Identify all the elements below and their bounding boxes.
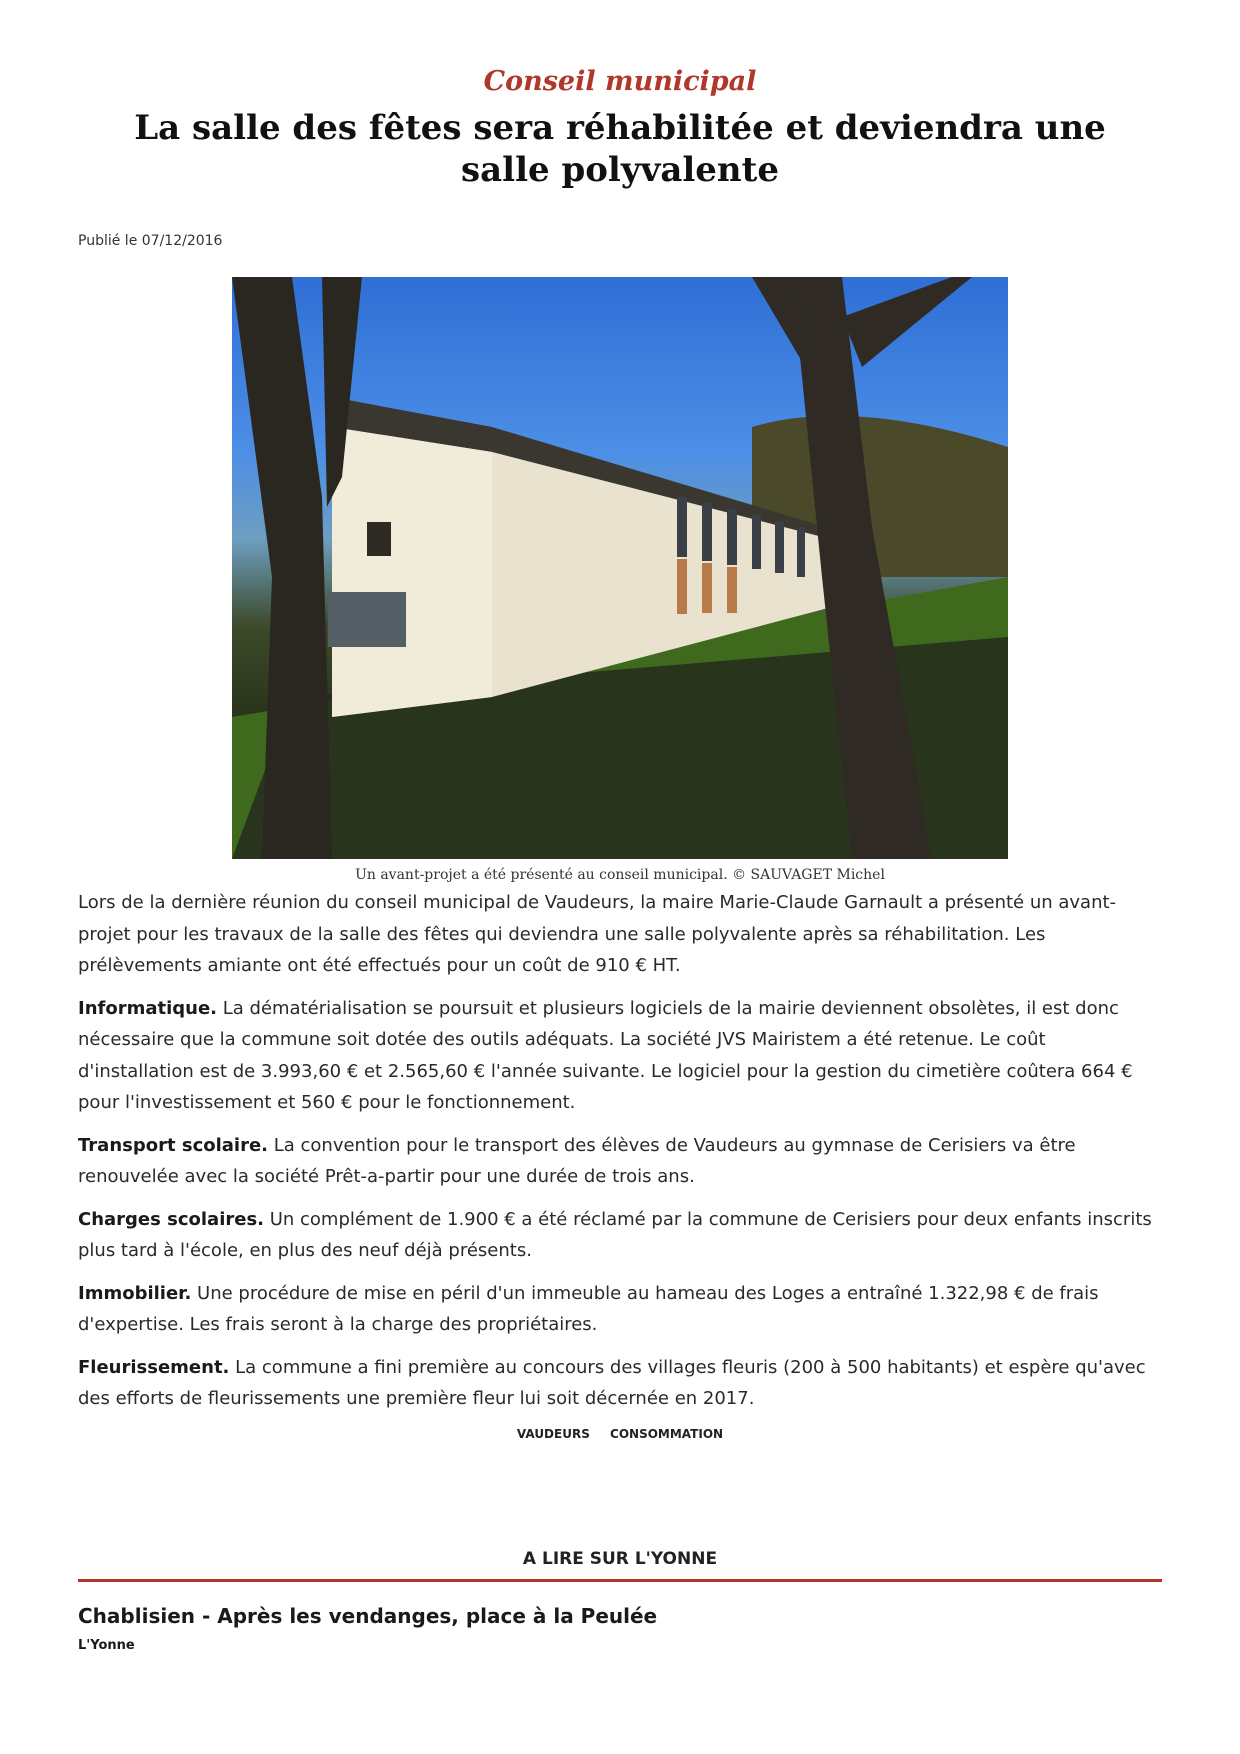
paragraph-heading: Immobilier. bbox=[78, 1282, 192, 1304]
paragraph-informatique bbox=[78, 993, 1162, 1119]
paragraph-text: La convention pour le transport des élèves de Vaudeurs au gymnase de Cerisiers va être renouvelée avec la société Prêt-a-partir pour une durée de trois ans. bbox=[78, 1134, 1076, 1187]
paragraph-immobilier bbox=[78, 1278, 1162, 1341]
paragraph-text: Une procédure de mise en péril d'un immeuble au hameau des Loges a entraîné 1.322,98 € de frais d'expertise. Les frais seront à la charge des propriétaires. bbox=[78, 1282, 1099, 1335]
related-section-title: A LIRE SUR L'YONNE bbox=[78, 1549, 1162, 1582]
paragraph-transport bbox=[78, 1130, 1162, 1193]
publish-date: Publié le 07/12/2016 bbox=[78, 233, 223, 249]
article-photo bbox=[232, 277, 1008, 859]
paragraph-text: La commune a fini première au concours des villages fleuris (200 à 500 habitants) et espère qu'avec des efforts de fleurissements une première fleur lui soit décernée en 2017. bbox=[78, 1356, 1146, 1409]
paragraph-charges bbox=[78, 1204, 1162, 1267]
building-photo-illustration bbox=[232, 277, 1008, 859]
article-kicker: Conseil municipal bbox=[483, 66, 757, 97]
article-lead: Lors de la dernière réunion du conseil municipal de Vaudeurs, la maire Marie-Claude Garnault a présenté un avant-projet pour les travaux de la salle des fêtes qui deviendra une salle polyvalente après sa réhabilitation. Les prélèvements amiante ont été effectués pour un coût de 910 € HT. bbox=[78, 892, 1117, 976]
article-body bbox=[78, 887, 1162, 1415]
article-page bbox=[78, 0, 1162, 1653]
tag-list bbox=[78, 1427, 1162, 1441]
paragraph-text: Un complément de 1.900 € a été réclamé par la commune de Cerisiers pour deux enfants inscrits plus tard à l'école, en plus des neuf déjà présents. bbox=[78, 1208, 1152, 1261]
paragraph-fleurissement bbox=[78, 1352, 1162, 1415]
paragraph-heading: Informatique. bbox=[78, 997, 218, 1019]
paragraph-heading: Transport scolaire. bbox=[78, 1134, 269, 1156]
paragraph-heading: Charges scolaires. bbox=[78, 1208, 264, 1230]
tag-vaudeurs[interactable]: VAUDEURS bbox=[516, 1426, 590, 1441]
paragraph-text: La dématérialisation se poursuit et plusieurs logiciels de la mairie deviennent obsolètes, il est donc nécessaire que la commune soit dotée des outils adéquats. La société JVS Mairistem a été retenue. Le coût d'installation est de 3.993,60 € et 2.565,60 € l'année suivante. Le logiciel pour la gestion du cimetière coûtera 664 € pour l'investissement et 560 € pour le fonctionnement. bbox=[78, 997, 1133, 1113]
article-title: La salle des fêtes sera réhabilitée et deviendra une salle polyvalente bbox=[134, 108, 1106, 190]
related-article-source: L'Yonne bbox=[78, 1637, 135, 1653]
related-article-link[interactable]: Chablisien - Après les vendanges, place à la Peulée bbox=[78, 1603, 658, 1628]
tag-consommation[interactable]: CONSOMMATION bbox=[610, 1426, 724, 1441]
paragraph-heading: Fleurissement. bbox=[78, 1356, 230, 1378]
photo-caption: Un avant-projet a été présenté au conseil municipal. © SAUVAGET Michel bbox=[355, 867, 885, 883]
